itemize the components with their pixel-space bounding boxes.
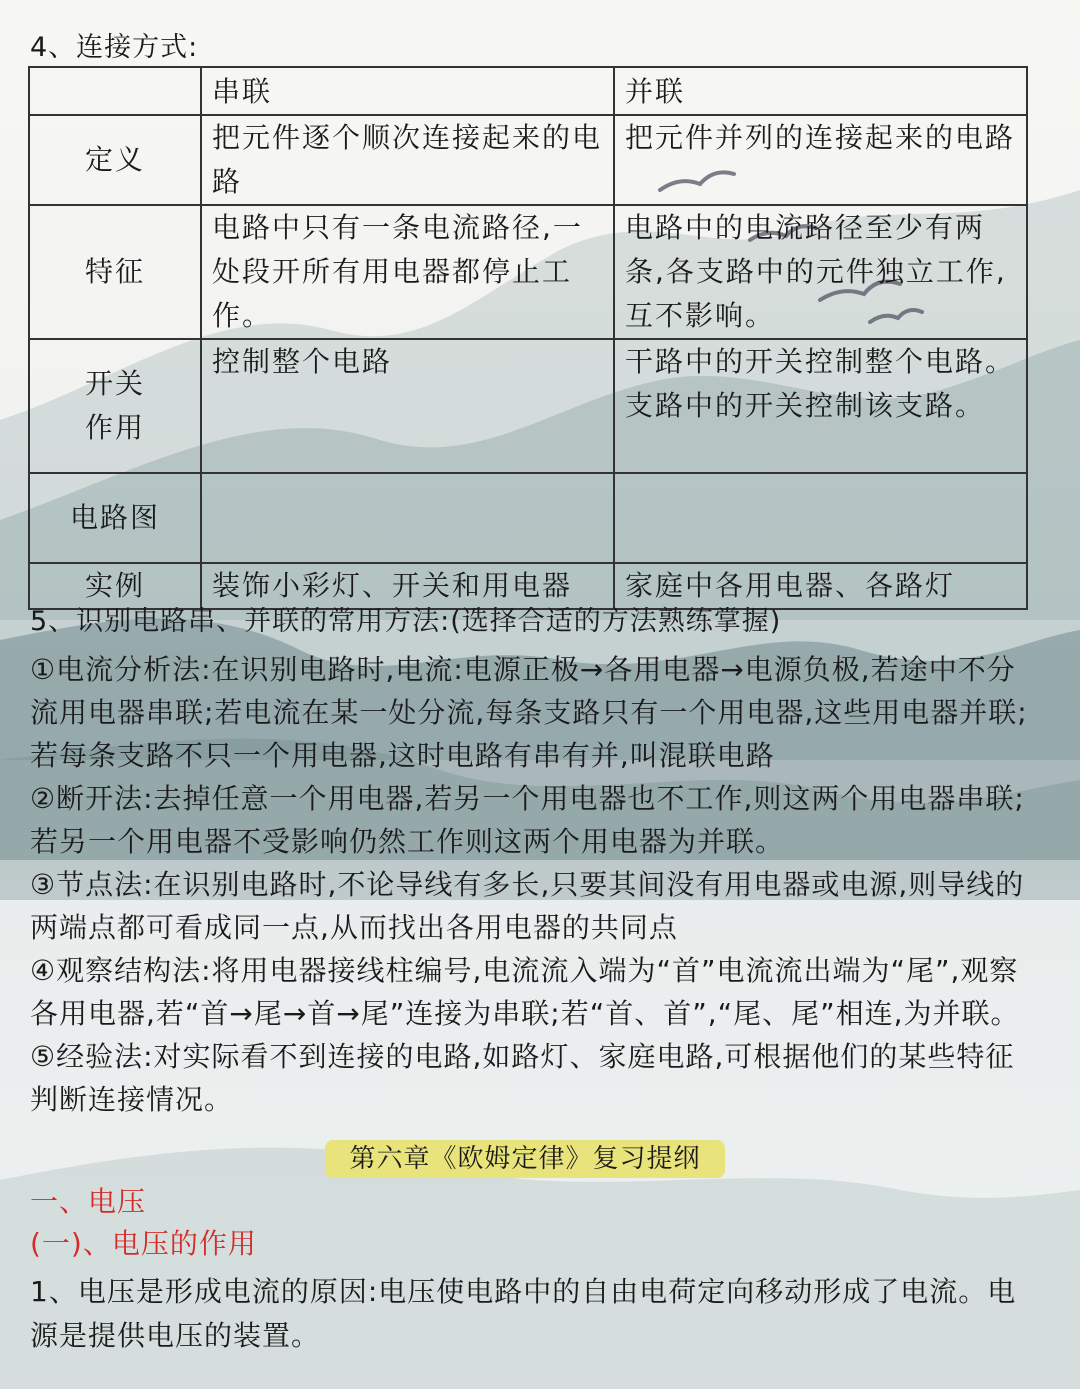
series-cell: 电路中只有一条电流路径,一处段开所有用电器都停止工作。: [201, 205, 614, 339]
voltage-point-1: [30, 1270, 1040, 1358]
table-header-row: [29, 67, 1027, 115]
method-experience: ⑤经验法:对实际看不到连接的电路,如路灯、家庭电路,可根据他们的某些特征判断连接情况。: [30, 1040, 1015, 1116]
method-structure-observation: ④观察结构法:将用电器接线柱编号,电流流入端为“首”电流流出端为“尾”,观察各用电器,若“首→尾→首→尾”连接为串联;若“首、首”,“尾、尾”相连,为并联。: [30, 954, 1020, 1030]
row-label: 实例: [29, 563, 201, 609]
parallel-cell: 电路中的电流路径至少有两条,各支路中的元件独立工作,互不影响。: [614, 205, 1027, 339]
series-cell: 控制整个电路: [201, 339, 614, 473]
methods-list: [30, 648, 1040, 1121]
table-row: [29, 339, 1027, 473]
parallel-cell: 干路中的开关控制整个电路。支路中的开关控制该支路。: [614, 339, 1027, 473]
parallel-cell: 把元件并列的连接起来的电路: [614, 115, 1027, 205]
connection-comparison-table: [28, 66, 1028, 610]
section-4-heading: 4、连接方式:: [30, 32, 199, 63]
method-node: ③节点法:在识别电路时,不论导线有多长,只要其间没有用电器或电源,则导线的两端点都可看成同一点,从而找出各用电器的共同点: [30, 868, 1025, 944]
table-row: [29, 115, 1027, 205]
table-header-corner: [29, 67, 201, 115]
voltage-title: 一、电压: [30, 1185, 147, 1218]
table-row: [29, 205, 1027, 339]
section-5-heading: 5、识别电路串、并联的常用方法:(选择合适的方法熟练掌握): [30, 606, 782, 637]
row-label: 定义: [29, 115, 201, 205]
parallel-cell: [614, 473, 1027, 563]
table-row: [29, 473, 1027, 563]
row-label: 电路图: [29, 473, 201, 563]
table-header-parallel: 并联: [614, 67, 1027, 115]
chapter-title: 第六章《欧姆定律》复习提纲: [325, 1140, 725, 1178]
parallel-cell: 家庭中各用电器、各路灯: [614, 563, 1027, 609]
series-cell: 把元件逐个顺次连接起来的电路: [201, 115, 614, 205]
voltage-point-1-text: 1、电压是形成电流的原因:电压使电路中的自由电荷定向移动形成了电流。电源是提供电压的装置。: [30, 1275, 1017, 1352]
series-cell: 装饰小彩灯、开关和用电器: [201, 563, 614, 609]
method-current-analysis: ①电流分析法:在识别电路时,电流:电源正极→各用电器→电源负极,若途中不分流用电器串联;若电流在某一处分流,每条支路只有一个用电器,这些用电器并联;若每条支路不只一个用电器,这时电路有串有并,叫混联电路: [30, 653, 1028, 772]
method-disconnect: ②断开法:去掉任意一个用电器,若另一个用电器也不工作,则这两个用电器串联;若另一个用电器不受影响仍然工作则这两个用电器为并联。: [30, 782, 1025, 858]
voltage-subtitle: (一)、电压的作用: [30, 1227, 257, 1260]
row-label: 特征: [29, 205, 201, 339]
table-header-series: 串联: [201, 67, 614, 115]
row-label: 开关作用: [29, 339, 201, 473]
series-cell: [201, 473, 614, 563]
table-row: [29, 563, 1027, 609]
